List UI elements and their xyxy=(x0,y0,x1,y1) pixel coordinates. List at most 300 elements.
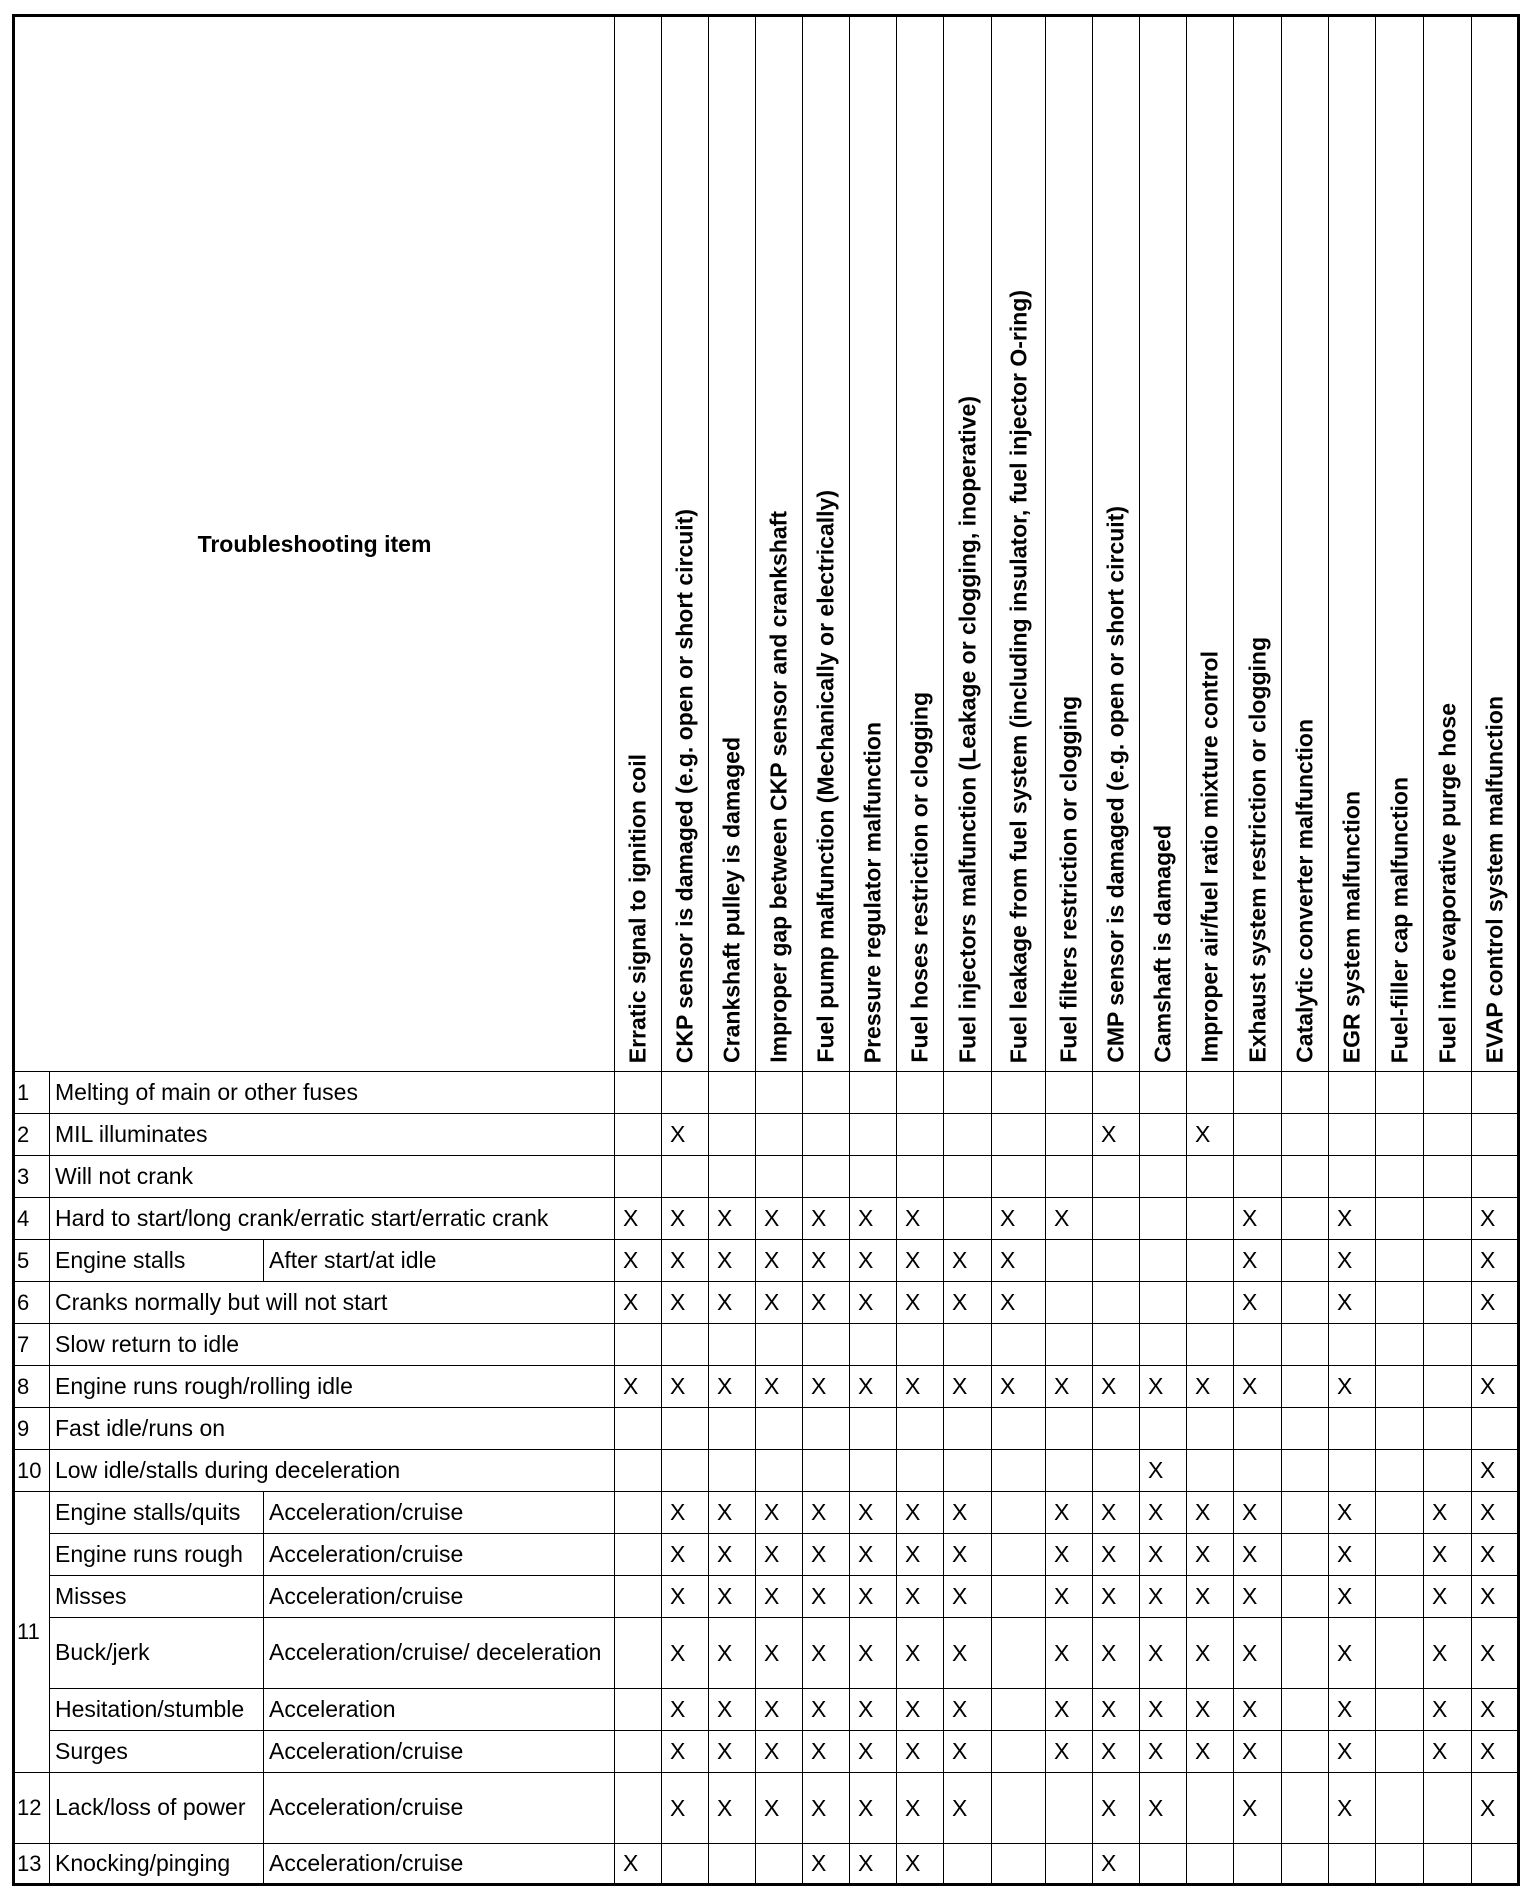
empty-cell xyxy=(1376,1324,1424,1366)
x-mark: X xyxy=(1472,1576,1519,1618)
x-mark: X xyxy=(1329,1576,1376,1618)
empty-cell xyxy=(1140,1844,1187,1885)
x-mark: X xyxy=(709,1366,756,1408)
empty-cell xyxy=(1140,1114,1187,1156)
x-mark: X xyxy=(662,1534,709,1576)
x-mark: X xyxy=(756,1492,803,1534)
x-mark: X xyxy=(944,1534,992,1576)
header-row xyxy=(14,16,1519,1072)
empty-cell xyxy=(1187,1450,1234,1492)
empty-cell xyxy=(944,1408,992,1450)
x-mark: X xyxy=(1472,1492,1519,1534)
row-number: 3 xyxy=(14,1156,50,1198)
x-mark: X xyxy=(1424,1689,1472,1731)
cause-label: Pressure regulator malfunction xyxy=(859,721,886,1063)
table-row xyxy=(14,1198,1519,1240)
x-mark: X xyxy=(1234,1282,1282,1324)
empty-cell xyxy=(662,1324,709,1366)
table-row xyxy=(14,1576,1519,1618)
x-mark: X xyxy=(803,1844,850,1885)
row-number: 10 xyxy=(14,1450,50,1492)
empty-cell xyxy=(709,1156,756,1198)
x-mark: X xyxy=(1093,1844,1140,1885)
empty-cell xyxy=(1376,1534,1424,1576)
empty-cell xyxy=(1093,1324,1140,1366)
empty-cell xyxy=(850,1324,897,1366)
x-mark: X xyxy=(1093,1618,1140,1689)
x-mark: X xyxy=(709,1689,756,1731)
empty-cell xyxy=(1282,1282,1329,1324)
empty-cell xyxy=(615,1576,662,1618)
empty-cell xyxy=(1424,1408,1472,1450)
empty-cell xyxy=(850,1156,897,1198)
empty-cell xyxy=(1140,1324,1187,1366)
x-mark: X xyxy=(662,1576,709,1618)
x-mark: X xyxy=(662,1618,709,1689)
symptom-cell: Engine stalls xyxy=(50,1240,264,1282)
x-mark: X xyxy=(662,1198,709,1240)
x-mark: X xyxy=(1329,1492,1376,1534)
symptom-cell: Cranks normally but will not start xyxy=(50,1282,615,1324)
empty-cell xyxy=(803,1450,850,1492)
row-number: 11 xyxy=(14,1492,50,1773)
empty-cell xyxy=(1046,1408,1093,1450)
row-number: 8 xyxy=(14,1366,50,1408)
x-mark: X xyxy=(944,1618,992,1689)
empty-cell xyxy=(1046,1114,1093,1156)
empty-cell xyxy=(1376,1408,1424,1450)
empty-cell xyxy=(1376,1114,1424,1156)
table-row xyxy=(14,1450,1519,1492)
row-number: 2 xyxy=(14,1114,50,1156)
x-mark: X xyxy=(1140,1534,1187,1576)
x-mark: X xyxy=(944,1576,992,1618)
row-number: 1 xyxy=(14,1072,50,1114)
x-mark: X xyxy=(1046,1576,1093,1618)
x-mark: X xyxy=(1424,1731,1472,1773)
x-mark: X xyxy=(756,1618,803,1689)
x-mark: X xyxy=(1329,1282,1376,1324)
empty-cell xyxy=(897,1324,944,1366)
x-mark: X xyxy=(615,1844,662,1885)
table-row xyxy=(14,1114,1519,1156)
empty-cell xyxy=(1376,1450,1424,1492)
cause-label: Exhaust system restriction or clogging xyxy=(1244,637,1270,1063)
symptom-cell: Hesitation/stumble xyxy=(50,1689,264,1731)
empty-cell xyxy=(1234,1156,1282,1198)
empty-cell xyxy=(1376,1773,1424,1844)
x-mark: X xyxy=(944,1689,992,1731)
symptom-cell: Will not crank xyxy=(50,1156,615,1198)
row-number: 13 xyxy=(14,1844,50,1885)
symptom-cell: MIL illuminates xyxy=(50,1114,615,1156)
empty-cell xyxy=(1282,1534,1329,1576)
empty-cell xyxy=(1424,1114,1472,1156)
cause-column-header xyxy=(709,16,756,1072)
x-mark: X xyxy=(709,1198,756,1240)
table-row xyxy=(14,1492,1519,1534)
empty-cell xyxy=(615,1773,662,1844)
empty-cell xyxy=(1187,1156,1234,1198)
symptom-cell: Buck/jerk xyxy=(50,1618,264,1689)
x-mark: X xyxy=(803,1731,850,1773)
x-mark: X xyxy=(1234,1492,1282,1534)
x-mark: X xyxy=(756,1282,803,1324)
empty-cell xyxy=(1187,1324,1234,1366)
empty-cell xyxy=(1329,1114,1376,1156)
cause-column-header xyxy=(1376,16,1424,1072)
empty-cell xyxy=(1093,1408,1140,1450)
condition-cell: Acceleration/cruise xyxy=(264,1844,615,1885)
x-mark: X xyxy=(662,1492,709,1534)
x-mark: X xyxy=(1187,1731,1234,1773)
empty-cell xyxy=(756,1408,803,1450)
x-mark: X xyxy=(803,1240,850,1282)
empty-cell xyxy=(992,1492,1046,1534)
empty-cell xyxy=(1234,1450,1282,1492)
table-row xyxy=(14,1240,1519,1282)
x-mark: X xyxy=(897,1576,944,1618)
cause-column-header xyxy=(1424,16,1472,1072)
empty-cell xyxy=(1282,1844,1329,1885)
empty-cell xyxy=(1140,1408,1187,1450)
x-mark: X xyxy=(1472,1450,1519,1492)
empty-cell xyxy=(615,1156,662,1198)
x-mark: X xyxy=(897,1366,944,1408)
empty-cell xyxy=(1282,1324,1329,1366)
x-mark: X xyxy=(1329,1689,1376,1731)
x-mark: X xyxy=(850,1618,897,1689)
cause-label: Fuel filters restriction or clogging xyxy=(1055,696,1082,1063)
x-mark: X xyxy=(1329,1773,1376,1844)
troubleshooting-item-heading: Troubleshooting item xyxy=(14,16,615,1072)
cause-label: CKP sensor is damaged (e.g. open or short circuit) xyxy=(671,508,698,1063)
empty-cell xyxy=(1282,1408,1329,1450)
symptom-cell: Misses xyxy=(50,1576,264,1618)
x-mark: X xyxy=(756,1773,803,1844)
cause-label: Fuel into evaporative purge hose xyxy=(1434,702,1460,1063)
x-mark: X xyxy=(1424,1618,1472,1689)
x-mark: X xyxy=(803,1198,850,1240)
x-mark: X xyxy=(709,1534,756,1576)
cause-column-header xyxy=(1140,16,1187,1072)
cause-column-header xyxy=(1046,16,1093,1072)
x-mark: X xyxy=(803,1492,850,1534)
x-mark: X xyxy=(803,1773,850,1844)
cause-column-header xyxy=(1187,16,1234,1072)
troubleshooting-chart xyxy=(12,14,1520,1886)
x-mark: X xyxy=(1424,1576,1472,1618)
x-mark: X xyxy=(850,1240,897,1282)
x-mark: X xyxy=(1093,1689,1140,1731)
x-mark: X xyxy=(1093,1492,1140,1534)
empty-cell xyxy=(1282,1072,1329,1114)
empty-cell xyxy=(1329,1324,1376,1366)
x-mark: X xyxy=(615,1366,662,1408)
empty-cell xyxy=(1376,1844,1424,1885)
empty-cell xyxy=(1376,1198,1424,1240)
empty-cell xyxy=(615,1450,662,1492)
empty-cell xyxy=(1140,1240,1187,1282)
condition-cell: Acceleration/cruise xyxy=(264,1492,615,1534)
x-mark: X xyxy=(1140,1689,1187,1731)
empty-cell xyxy=(1282,1492,1329,1534)
empty-cell xyxy=(944,1844,992,1885)
condition-cell: Acceleration/cruise xyxy=(264,1731,615,1773)
x-mark: X xyxy=(1140,1618,1187,1689)
cause-label: Fuel-filler cap malfunction xyxy=(1386,776,1412,1063)
empty-cell xyxy=(1046,1450,1093,1492)
empty-cell xyxy=(1282,1198,1329,1240)
empty-cell xyxy=(615,1618,662,1689)
empty-cell xyxy=(803,1156,850,1198)
empty-cell xyxy=(1329,1072,1376,1114)
x-mark: X xyxy=(850,1844,897,1885)
condition-cell: Acceleration/cruise xyxy=(264,1773,615,1844)
empty-cell xyxy=(1424,1450,1472,1492)
empty-cell xyxy=(756,1114,803,1156)
x-mark: X xyxy=(1424,1492,1472,1534)
table-row xyxy=(14,1618,1519,1689)
cause-column-header xyxy=(1234,16,1282,1072)
table-row xyxy=(14,1773,1519,1844)
x-mark: X xyxy=(1140,1773,1187,1844)
empty-cell xyxy=(944,1324,992,1366)
row-number: 9 xyxy=(14,1408,50,1450)
empty-cell xyxy=(1282,1240,1329,1282)
empty-cell xyxy=(1234,1072,1282,1114)
x-mark: X xyxy=(897,1198,944,1240)
empty-cell xyxy=(1376,1240,1424,1282)
empty-cell xyxy=(1472,1072,1519,1114)
empty-cell xyxy=(1046,1282,1093,1324)
empty-cell xyxy=(803,1072,850,1114)
empty-cell xyxy=(944,1072,992,1114)
x-mark: X xyxy=(944,1773,992,1844)
cause-label: Improper air/fuel ratio mixture control xyxy=(1196,651,1223,1063)
x-mark: X xyxy=(1424,1534,1472,1576)
table-row xyxy=(14,1534,1519,1576)
empty-cell xyxy=(897,1408,944,1450)
condition-cell: Acceleration xyxy=(264,1689,615,1731)
x-mark: X xyxy=(1329,1731,1376,1773)
x-mark: X xyxy=(897,1773,944,1844)
empty-cell xyxy=(1187,1198,1234,1240)
cause-column-header xyxy=(1472,16,1519,1072)
empty-cell xyxy=(1282,1618,1329,1689)
empty-cell xyxy=(1234,1114,1282,1156)
empty-cell xyxy=(1282,1773,1329,1844)
empty-cell xyxy=(615,1408,662,1450)
empty-cell xyxy=(1234,1408,1282,1450)
x-mark: X xyxy=(1234,1773,1282,1844)
empty-cell xyxy=(1282,1576,1329,1618)
x-mark: X xyxy=(1187,1576,1234,1618)
empty-cell xyxy=(756,1324,803,1366)
x-mark: X xyxy=(992,1198,1046,1240)
x-mark: X xyxy=(1329,1366,1376,1408)
x-mark: X xyxy=(1472,1198,1519,1240)
x-mark: X xyxy=(756,1689,803,1731)
empty-cell xyxy=(897,1156,944,1198)
x-mark: X xyxy=(615,1240,662,1282)
empty-cell xyxy=(662,1408,709,1450)
x-mark: X xyxy=(709,1731,756,1773)
x-mark: X xyxy=(1234,1576,1282,1618)
empty-cell xyxy=(992,1576,1046,1618)
condition-cell: After start/at idle xyxy=(264,1240,615,1282)
cause-label: Camshaft is damaged xyxy=(1149,825,1176,1063)
x-mark: X xyxy=(1093,1731,1140,1773)
empty-cell xyxy=(615,1324,662,1366)
x-mark: X xyxy=(1329,1534,1376,1576)
table-row xyxy=(14,1731,1519,1773)
empty-cell xyxy=(662,1156,709,1198)
empty-cell xyxy=(615,1492,662,1534)
x-mark: X xyxy=(850,1198,897,1240)
x-mark: X xyxy=(662,1773,709,1844)
x-mark: X xyxy=(1140,1576,1187,1618)
x-mark: X xyxy=(1046,1689,1093,1731)
cause-column-header xyxy=(756,16,803,1072)
empty-cell xyxy=(615,1731,662,1773)
x-mark: X xyxy=(1472,1240,1519,1282)
empty-cell xyxy=(1093,1156,1140,1198)
empty-cell xyxy=(1329,1844,1376,1885)
table-row xyxy=(14,1366,1519,1408)
empty-cell xyxy=(756,1844,803,1885)
empty-cell xyxy=(1187,1844,1234,1885)
empty-cell xyxy=(803,1114,850,1156)
table-row xyxy=(14,1156,1519,1198)
symptom-cell: Low idle/stalls during deceleration xyxy=(50,1450,615,1492)
empty-cell xyxy=(1424,1240,1472,1282)
cause-column-header xyxy=(944,16,992,1072)
x-mark: X xyxy=(1472,1689,1519,1731)
x-mark: X xyxy=(992,1240,1046,1282)
x-mark: X xyxy=(850,1492,897,1534)
x-mark: X xyxy=(1472,1731,1519,1773)
empty-cell xyxy=(756,1156,803,1198)
x-mark: X xyxy=(1140,1731,1187,1773)
symptom-cell: Slow return to idle xyxy=(50,1324,615,1366)
x-mark: X xyxy=(1187,1689,1234,1731)
empty-cell xyxy=(1472,1844,1519,1885)
cause-column-header xyxy=(1093,16,1140,1072)
symptom-cell: Engine runs rough xyxy=(50,1534,264,1576)
cause-label: Fuel hoses restriction or clogging xyxy=(906,692,933,1063)
x-mark: X xyxy=(709,1773,756,1844)
cause-label: Crankshaft pulley is damaged xyxy=(718,737,745,1063)
x-mark: X xyxy=(662,1114,709,1156)
empty-cell xyxy=(1187,1408,1234,1450)
empty-cell xyxy=(1329,1450,1376,1492)
empty-cell xyxy=(944,1198,992,1240)
empty-cell xyxy=(1282,1450,1329,1492)
x-mark: X xyxy=(709,1282,756,1324)
empty-cell xyxy=(709,1408,756,1450)
x-mark: X xyxy=(756,1576,803,1618)
x-mark: X xyxy=(662,1240,709,1282)
x-mark: X xyxy=(850,1689,897,1731)
empty-cell xyxy=(1046,1240,1093,1282)
x-mark: X xyxy=(1472,1282,1519,1324)
empty-cell xyxy=(709,1072,756,1114)
empty-cell xyxy=(662,1072,709,1114)
x-mark: X xyxy=(992,1282,1046,1324)
x-mark: X xyxy=(1234,1731,1282,1773)
empty-cell xyxy=(1140,1156,1187,1198)
x-mark: X xyxy=(1046,1618,1093,1689)
x-mark: X xyxy=(850,1534,897,1576)
x-mark: X xyxy=(1093,1773,1140,1844)
x-mark: X xyxy=(850,1282,897,1324)
x-mark: X xyxy=(897,1844,944,1885)
empty-cell xyxy=(1282,1689,1329,1731)
x-mark: X xyxy=(897,1282,944,1324)
empty-cell xyxy=(992,1450,1046,1492)
row-number: 5 xyxy=(14,1240,50,1282)
empty-cell xyxy=(992,1534,1046,1576)
empty-cell xyxy=(1093,1450,1140,1492)
empty-cell xyxy=(1376,1492,1424,1534)
x-mark: X xyxy=(803,1366,850,1408)
x-mark: X xyxy=(1234,1366,1282,1408)
empty-cell xyxy=(992,1408,1046,1450)
empty-cell xyxy=(897,1114,944,1156)
x-mark: X xyxy=(1046,1492,1093,1534)
x-mark: X xyxy=(1187,1618,1234,1689)
empty-cell xyxy=(662,1844,709,1885)
x-mark: X xyxy=(1187,1114,1234,1156)
row-number: 4 xyxy=(14,1198,50,1240)
symptom-cell: Hard to start/long crank/erratic start/erratic crank xyxy=(50,1198,615,1240)
empty-cell xyxy=(850,1408,897,1450)
empty-cell xyxy=(803,1324,850,1366)
empty-cell xyxy=(1046,1324,1093,1366)
empty-cell xyxy=(1093,1198,1140,1240)
empty-cell xyxy=(1046,1844,1093,1885)
x-mark: X xyxy=(756,1534,803,1576)
symptom-cell: Melting of main or other fuses xyxy=(50,1072,615,1114)
table-row xyxy=(14,1072,1519,1114)
x-mark: X xyxy=(1234,1198,1282,1240)
x-mark: X xyxy=(1329,1198,1376,1240)
empty-cell xyxy=(1424,1324,1472,1366)
empty-cell xyxy=(850,1072,897,1114)
empty-cell xyxy=(944,1450,992,1492)
empty-cell xyxy=(1424,1072,1472,1114)
x-mark: X xyxy=(944,1282,992,1324)
empty-cell xyxy=(1282,1156,1329,1198)
x-mark: X xyxy=(1234,1240,1282,1282)
empty-cell xyxy=(1424,1156,1472,1198)
x-mark: X xyxy=(756,1198,803,1240)
empty-cell xyxy=(615,1114,662,1156)
cause-column-header xyxy=(1329,16,1376,1072)
empty-cell xyxy=(1187,1282,1234,1324)
x-mark: X xyxy=(944,1492,992,1534)
table-row xyxy=(14,1282,1519,1324)
empty-cell xyxy=(992,1072,1046,1114)
empty-cell xyxy=(850,1114,897,1156)
empty-cell xyxy=(1472,1408,1519,1450)
empty-cell xyxy=(1424,1773,1472,1844)
empty-cell xyxy=(1140,1198,1187,1240)
empty-cell xyxy=(992,1324,1046,1366)
empty-cell xyxy=(803,1408,850,1450)
x-mark: X xyxy=(944,1366,992,1408)
